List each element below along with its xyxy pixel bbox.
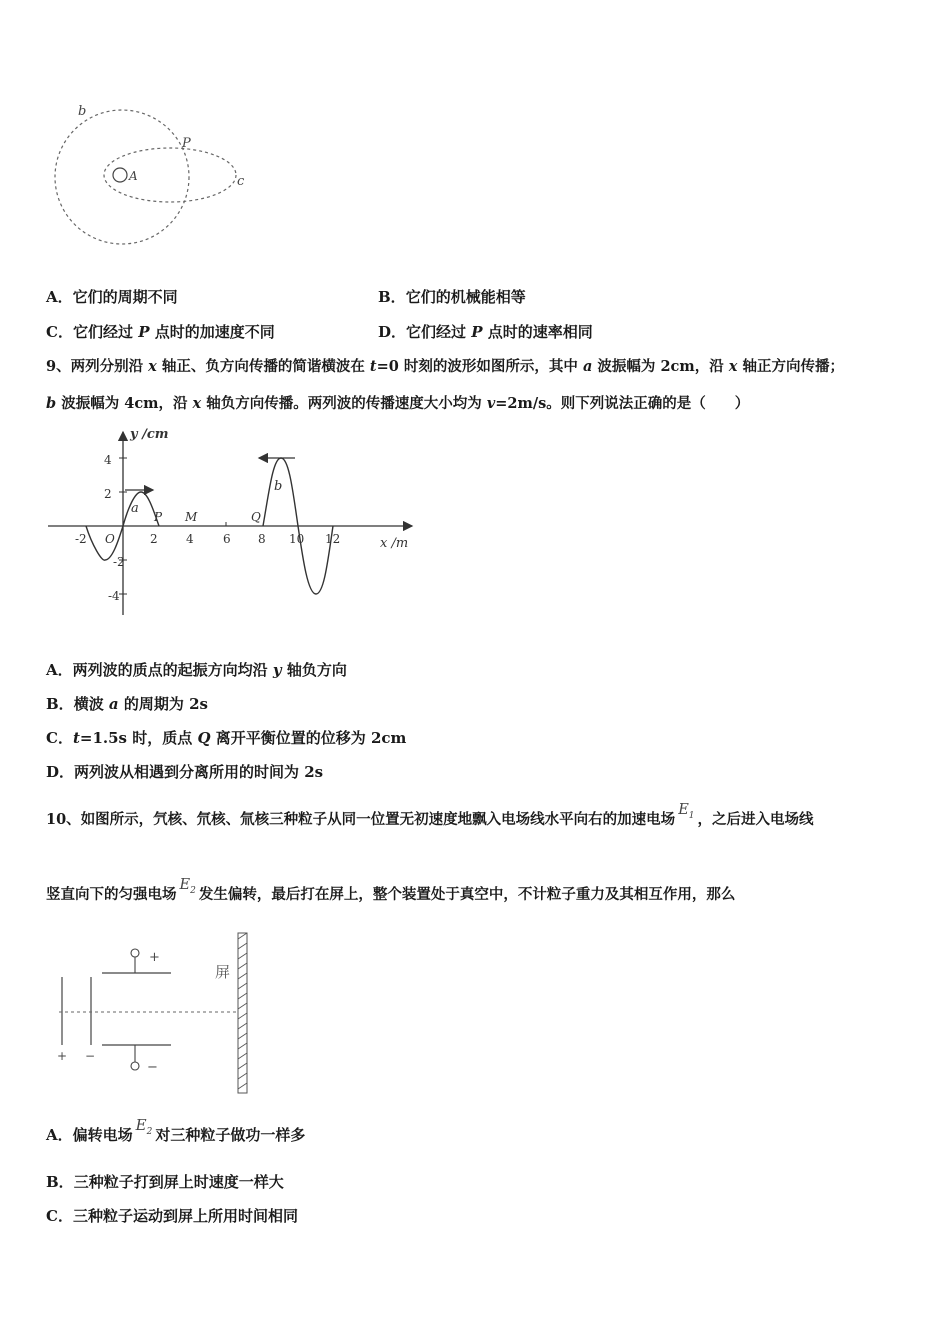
x-tick-12: 12 (325, 532, 341, 546)
q9-option-d[interactable]: D．两列波从相遇到分离所用的时间为 2s (46, 763, 324, 781)
point-p: P (154, 510, 163, 524)
orbit-b (55, 110, 189, 244)
q9-option-c[interactable]: C．t=1.5s 时，质点 Q 离开平衡位置的位移为 2cm (46, 729, 407, 747)
q8-option-a[interactable]: A．它们的周期不同 (46, 288, 178, 306)
apparatus-figure (45, 925, 260, 1100)
y-axis-label: y /cm (130, 427, 169, 442)
y-tick-neg2: -2 (113, 555, 125, 569)
x-axis-label: x /m (380, 536, 409, 551)
label-c: c (237, 174, 245, 189)
q10-stem-line2: 竖直向下的匀强电场$E_2$ 发生偏转，最后打在屏上，整个装置处于真空中，不计粒子重力及其相互作用，那么 (46, 877, 736, 903)
accel-minus: − (85, 1049, 96, 1063)
q8-option-b[interactable]: B．它们的机械能相等 (378, 288, 526, 306)
deflect-minus: − (147, 1060, 158, 1075)
accel-plus: + (57, 1049, 68, 1063)
symbol-e1: $E_1$ (678, 802, 695, 821)
symbol-e2: $E_2$ (179, 877, 196, 896)
x-tick-6: 6 (223, 532, 231, 546)
y-tick-2: 2 (104, 487, 112, 501)
label-a: A (129, 169, 138, 183)
screen-label: 屏 (215, 963, 231, 981)
y-tick-4: 4 (104, 453, 112, 467)
origin-o: O (105, 532, 115, 546)
q9-stem-line1: 9、两列分别沿 x 轴正、负方向传播的简谐横波在 t=0 时刻的波形如图所示，其中 a 波振幅为 2cm，沿 x 轴正方向传播； (46, 358, 844, 375)
orbit-c (104, 148, 236, 202)
label-b: b (78, 104, 87, 119)
q9-stem-line2: b 波振幅为 4cm，沿 x 轴负方向传播。两列波的传播速度大小均为 v=2m/s。则下列说法正确的是（ ） (46, 395, 750, 412)
q9-option-a[interactable]: A．两列波的质点的起振方向均沿 y 轴负方向 (46, 661, 347, 679)
q8-option-d[interactable]: D．它们经过 P 点时的速率相同 (378, 323, 593, 341)
x-tick-neg2: -2 (75, 532, 87, 546)
wave-a-label: a (131, 501, 139, 516)
q10-option-b[interactable]: B．三种粒子打到屏上时速度一样大 (46, 1173, 284, 1191)
label-p: P (182, 136, 191, 151)
x-tick-2: 2 (150, 532, 158, 546)
q10-option-a[interactable]: A．偏转电场$E_2$ 对三种粒子做功一样多 (46, 1116, 306, 1144)
wave-graph (40, 420, 430, 630)
point-m: M (185, 510, 198, 524)
body-a (113, 168, 127, 182)
q9-option-b[interactable]: B．横波 a 的周期为 2s (46, 695, 208, 713)
symbol-e2-option: $E_2$ (135, 1116, 153, 1137)
x-tick-10: 10 (289, 532, 305, 546)
orbit-figure (40, 95, 270, 255)
q10-stem-line1: 10、如图所示，氕核、氘核、氚核三种粒子从同一位置无初速度地飘入电场线水平向右的加速电场$E_1$ ，之后进入电场线 (46, 802, 814, 828)
q8-option-c[interactable]: C．它们经过 P 点时的加速度不同 (46, 323, 275, 341)
y-tick-neg4: -4 (108, 589, 120, 603)
x-tick-4: 4 (186, 532, 194, 546)
wave-b-label: b (274, 479, 283, 494)
q10-option-c[interactable]: C．三种粒子运动到屏上所用时间相同 (46, 1207, 298, 1225)
point-q: Q (251, 510, 261, 524)
screen (238, 933, 247, 1093)
deflect-plus: + (149, 950, 160, 965)
x-tick-8: 8 (258, 532, 266, 546)
